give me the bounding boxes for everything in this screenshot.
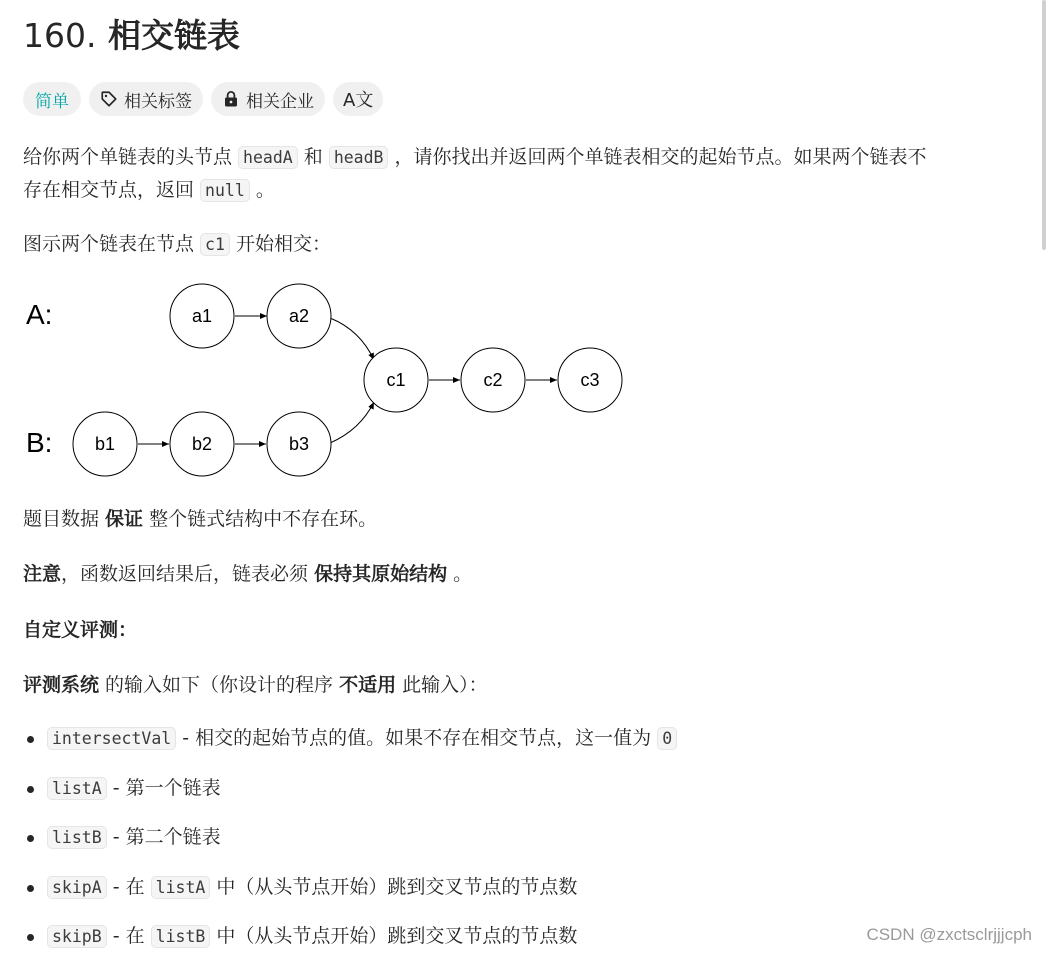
description-text: 和 bbox=[297, 146, 329, 168]
note-text: 。 bbox=[447, 563, 473, 585]
problem-title: 相交链表 bbox=[107, 16, 240, 55]
linked-list-diagram bbox=[0, 270, 660, 490]
list-item-text: 中（从头节点开始）跳到交叉节点的节点数 bbox=[210, 925, 578, 947]
judge-system-text: 此输入）： bbox=[396, 674, 488, 696]
difficulty-label: 简单 bbox=[35, 91, 69, 112]
svg-text:a1: a1 bbox=[191, 306, 213, 326]
code-skipA: skipA bbox=[47, 876, 107, 899]
svg-text:b3: b3 bbox=[288, 434, 310, 454]
code-c1: c1 bbox=[200, 233, 230, 256]
description-line-2 bbox=[23, 174, 275, 207]
list-item bbox=[23, 722, 677, 755]
scrollbar[interactable] bbox=[1042, 0, 1046, 250]
svg-text:b1: b1 bbox=[94, 434, 116, 454]
code-listB-ref: listB bbox=[151, 925, 211, 948]
custom-judge-heading bbox=[23, 614, 137, 647]
node-c3 bbox=[558, 348, 622, 412]
note-paragraph bbox=[23, 558, 472, 591]
description-text: 。 bbox=[249, 179, 275, 201]
related-companies-button[interactable] bbox=[211, 82, 325, 116]
code-headB: headB bbox=[329, 146, 389, 169]
node-b3 bbox=[267, 412, 331, 476]
guarantee-bold: 保证 bbox=[105, 508, 144, 530]
code-listA: listA bbox=[47, 777, 107, 800]
svg-text:c1: c1 bbox=[386, 370, 406, 390]
code-headA: headA bbox=[238, 146, 298, 169]
list-item bbox=[23, 821, 677, 854]
node-b2 bbox=[170, 412, 234, 476]
description-text: 存在相交节点，返回 bbox=[23, 179, 201, 201]
translate-icon: A文 bbox=[343, 90, 374, 111]
svg-text:c3: c3 bbox=[580, 370, 600, 390]
note-text: ，函数返回结果后，链表必须 bbox=[61, 563, 315, 585]
list-item bbox=[23, 871, 677, 904]
problem-number: 160. bbox=[23, 16, 97, 55]
node-b1 bbox=[73, 412, 137, 476]
list-item-text: 中（从头节点开始）跳到交叉节点的节点数 bbox=[210, 875, 578, 898]
list-item bbox=[23, 920, 677, 953]
page-title bbox=[23, 14, 240, 58]
watermark: CSDN @zxctsclrjjjcph bbox=[866, 925, 1032, 944]
translate-button[interactable] bbox=[333, 82, 383, 116]
custom-judge-title: 自定义评测： bbox=[23, 619, 138, 641]
svg-text:c2: c2 bbox=[483, 370, 503, 390]
note-bold: 注意 bbox=[23, 563, 62, 585]
list-item-text: - 在 bbox=[106, 875, 151, 898]
list-b-label: B: bbox=[26, 427, 53, 458]
diagram-caption bbox=[23, 228, 331, 261]
caption-text: 图示两个链表在节点 bbox=[23, 233, 201, 255]
note-bold: 保持其原始结构 bbox=[314, 563, 448, 585]
svg-text:a2: a2 bbox=[288, 306, 310, 326]
related-companies-label: 相关企业 bbox=[246, 91, 314, 112]
node-a2 bbox=[267, 284, 331, 348]
node-a1 bbox=[170, 284, 234, 348]
judge-input-list bbox=[23, 722, 677, 970]
edge-a2-c1 bbox=[330, 318, 374, 360]
list-item-text: - 第一个链表 bbox=[106, 776, 221, 799]
related-tags-label: 相关标签 bbox=[124, 91, 192, 112]
caption-text: 开始相交： bbox=[229, 233, 331, 255]
list-a-label: A: bbox=[26, 299, 53, 330]
edge-b3-c1 bbox=[330, 402, 374, 443]
tag-bar bbox=[23, 82, 383, 116]
code-zero: 0 bbox=[657, 727, 677, 750]
list-item-text: - 相交的起始节点的值。如果不存在相交节点，这一值为 bbox=[176, 727, 658, 749]
code-listB: listB bbox=[47, 826, 107, 849]
guarantee-text: 整个链式结构中不存在环。 bbox=[143, 508, 378, 530]
list-item-text: - 在 bbox=[106, 925, 151, 947]
judge-system-paragraph bbox=[23, 669, 488, 702]
code-listA-ref: listA bbox=[151, 876, 211, 899]
code-intersectVal: intersectVal bbox=[47, 727, 176, 750]
judge-system-bold: 评测系统 bbox=[23, 674, 100, 696]
node-c2 bbox=[461, 348, 525, 412]
list-item bbox=[23, 772, 677, 805]
guarantee-text: 题目数据 bbox=[23, 508, 106, 530]
description-line-1 bbox=[23, 141, 927, 174]
svg-text:b2: b2 bbox=[191, 434, 213, 454]
node-c1 bbox=[364, 348, 428, 412]
list-item-text: - 第二个链表 bbox=[106, 826, 221, 848]
description-text: 给你两个单链表的头节点 bbox=[23, 146, 239, 168]
judge-system-text: 的输入如下（你设计的程序 bbox=[99, 674, 340, 696]
code-null: null bbox=[200, 179, 250, 202]
guarantee-paragraph bbox=[23, 503, 377, 536]
difficulty-badge[interactable] bbox=[23, 82, 81, 116]
judge-system-bold: 不适用 bbox=[339, 674, 397, 696]
tag-icon bbox=[100, 90, 118, 108]
related-tags-button[interactable] bbox=[89, 82, 203, 116]
lock-icon bbox=[222, 90, 240, 108]
description-text: ，请你找出并返回两个单链表相交的起始节点。如果两个链表不 bbox=[388, 146, 927, 168]
code-skipB: skipB bbox=[47, 925, 107, 948]
